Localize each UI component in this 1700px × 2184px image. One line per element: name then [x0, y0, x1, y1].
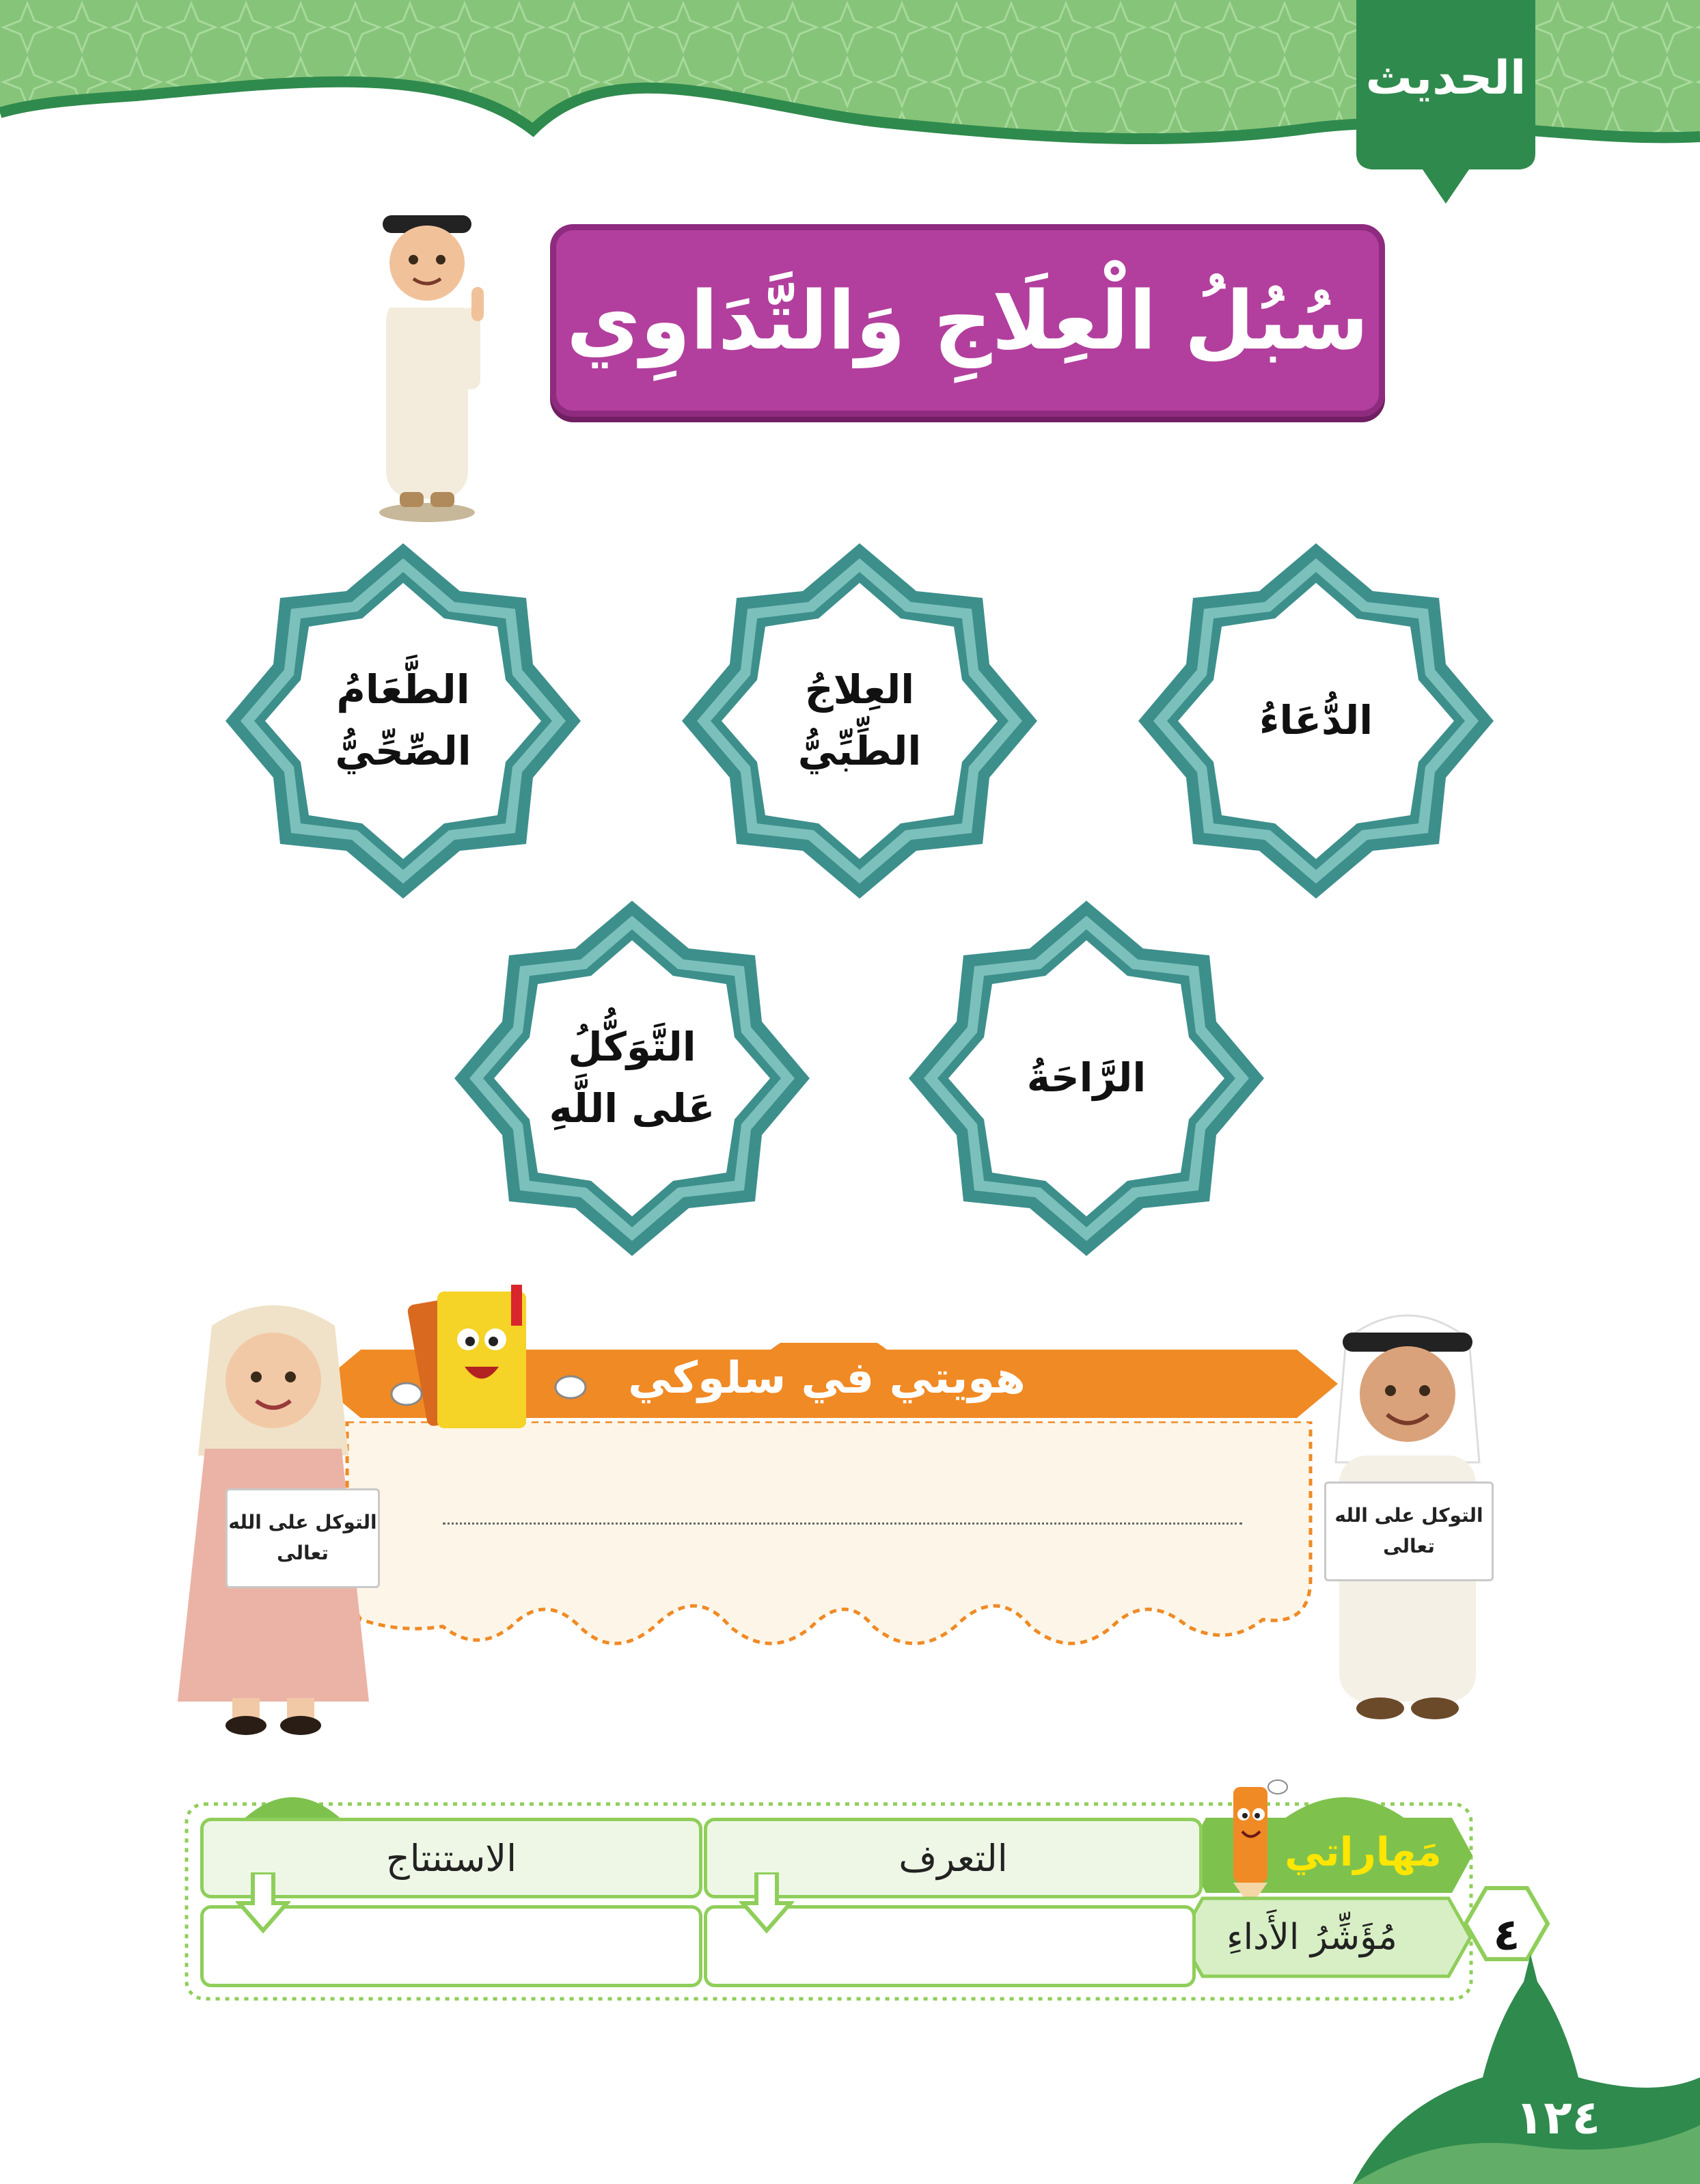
- section-label: الحديث: [1365, 51, 1526, 105]
- way-card-medical-treatment: [682, 543, 1037, 899]
- book-mascot-icon: [389, 1271, 588, 1442]
- sign-line: التوكل على الله: [228, 1511, 377, 1534]
- way-label: الطَّعَامُ: [336, 666, 470, 713]
- way-label: الطِّبِّيُّ: [797, 728, 922, 774]
- way-label: عَلى اللَّهِ: [549, 1085, 715, 1132]
- way-card-healthy-food: [225, 543, 581, 899]
- write-answer-line[interactable]: [443, 1523, 1242, 1525]
- behavior-banner-title: هويتي في سلوكي: [628, 1353, 1026, 1404]
- way-label: الصِّحِّيُّ: [335, 728, 471, 774]
- down-arrow-icon: [739, 1872, 794, 1934]
- way-label: الدُّعَاءُ: [1259, 697, 1373, 744]
- way-card-rest: [909, 901, 1264, 1256]
- sign-line: تعالى: [1383, 1535, 1435, 1557]
- performance-indicator-label: مُؤَشِّرُ الأَداءِ: [1226, 1917, 1397, 1958]
- down-arrow-icon: [236, 1872, 290, 1934]
- lesson-title: سُبُلُ الْعِلَاجِ وَالتَّدَاوِي: [566, 273, 1369, 368]
- skills-label: مَهاراتي: [1285, 1829, 1442, 1875]
- indicator-number: ٤: [1493, 1910, 1520, 1961]
- column-header-label: التعرف: [899, 1836, 1008, 1880]
- way-card-supplication: [1138, 543, 1494, 899]
- way-card-trust-in-god: [454, 901, 810, 1256]
- sign-line: التوكل على الله: [1334, 1504, 1483, 1527]
- way-label: العِلاجُ: [804, 666, 915, 713]
- page-number: ١٢٤: [1515, 2091, 1601, 2145]
- lesson-title-box: [550, 224, 1385, 417]
- girl-sign-card: [225, 1488, 380, 1588]
- boy-pointing-figure: [345, 191, 509, 526]
- mosque-dome-corner: [1353, 1941, 1700, 2184]
- boy-sign-card: [1324, 1482, 1494, 1581]
- way-label: الرَّاحَةُ: [1026, 1054, 1147, 1102]
- way-label: التَّوَكُّلُ: [568, 1024, 696, 1071]
- pencil-mascot-icon: [1209, 1773, 1291, 1910]
- column-header-label: الاستنتاج: [385, 1836, 517, 1880]
- behavior-writing-panel: [320, 1421, 1338, 1681]
- sign-line: تعالى: [277, 1542, 329, 1564]
